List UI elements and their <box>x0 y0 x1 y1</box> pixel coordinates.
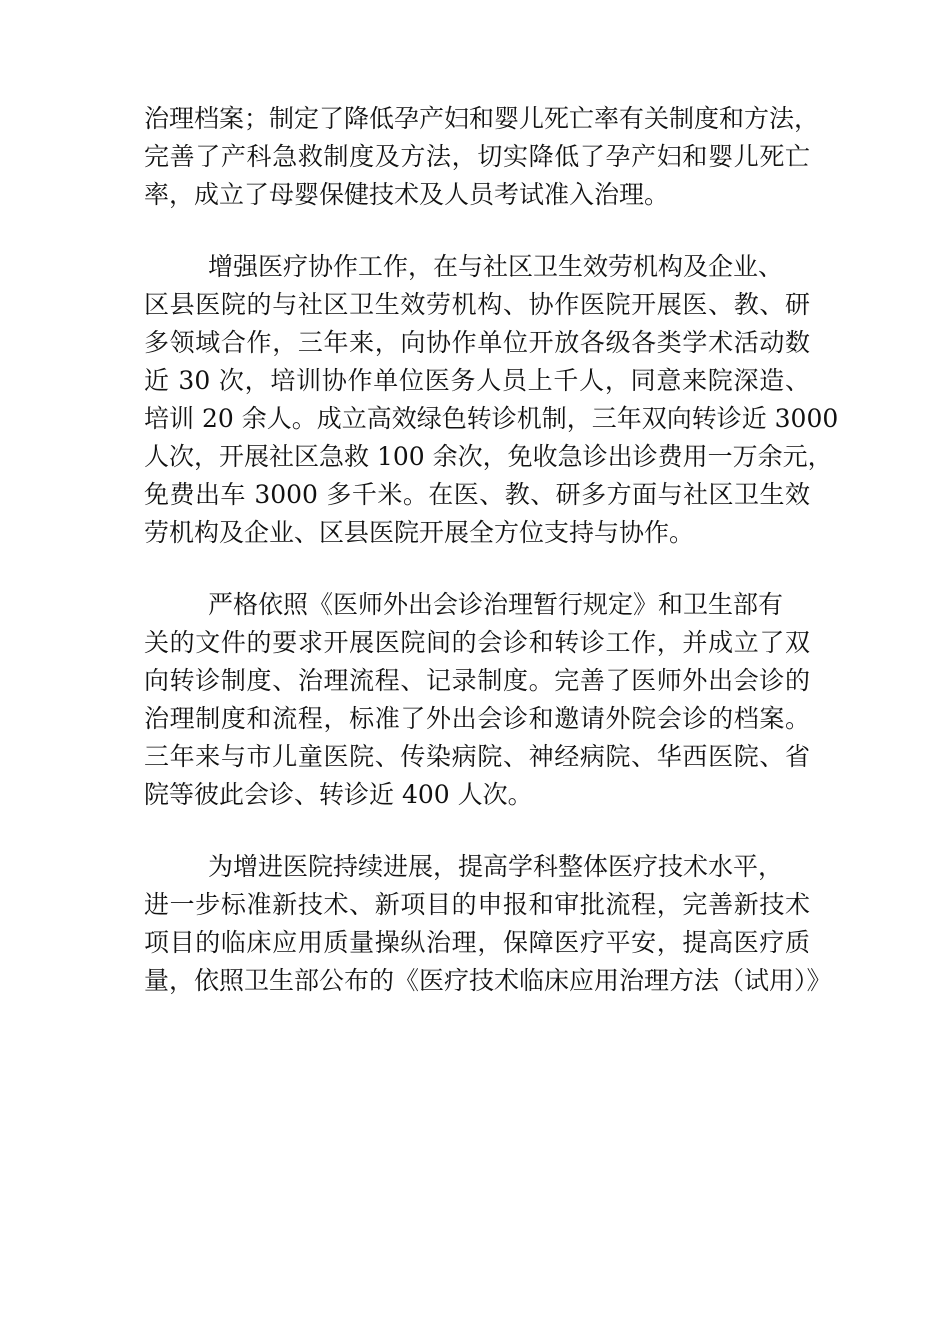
text-line: 为增进医院持续进展，提高学科整体医疗技术水平， <box>208 852 784 881</box>
text-line: 多领域合作，三年来，向协作单位开放各级各类学术活动数 <box>144 328 810 357</box>
text-line: 量，依照卫生部公布的《医疗技术临床应用治理方法（试用）》 <box>144 966 832 995</box>
text-line: 向转诊制度、治理流程、记录制度。完善了医师外出会诊的 <box>144 666 810 695</box>
paragraph-3 <box>144 586 810 814</box>
text-line: 完善了产科急救制度及方法，切实降低了孕产妇和婴儿死亡 <box>144 142 810 171</box>
text-line: 区县医院的与社区卫生效劳机构、协作医院开展医、教、研 <box>144 290 810 319</box>
text-line: 三年来与市儿童医院、传染病院、神经病院、华西医院、省 <box>144 742 810 771</box>
text-line: 劳机构及企业、区县医院开展全方位支持与协作。 <box>144 518 695 547</box>
text-line: 治理制度和流程，标准了外出会诊和邀请外院会诊的档案。 <box>144 704 810 733</box>
paragraph-4 <box>144 848 832 1000</box>
document-page <box>144 100 839 1034</box>
text-line: 进一步标准新技术、新项目的申报和审批流程，完善新技术 <box>144 890 810 919</box>
text-line: 关的文件的要求开展医院间的会诊和转诊工作，并成立了双 <box>144 628 810 657</box>
text-line: 增强医疗协作工作，在与社区卫生效劳机构及企业、 <box>208 252 784 281</box>
text-line: 免费出车 3000 多千米。在医、教、研多方面与社区卫生效 <box>144 480 810 509</box>
paragraph-2 <box>144 248 839 552</box>
text-line: 近 30 次，培训协作单位医务人员上千人，同意来院深造、 <box>144 366 810 395</box>
text-line: 培训 20 余人。成立高效绿色转诊机制，三年双向转诊近 3000 <box>144 404 839 433</box>
text-line: 院等彼此会诊、转诊近 400 人次。 <box>144 780 533 809</box>
paragraph-1 <box>144 100 820 214</box>
text-line: 项目的临床应用质量操纵治理，保障医疗平安，提高医疗质 <box>144 928 810 957</box>
text-line: 严格依照《医师外出会诊治理暂行规定》和卫生部有 <box>208 590 784 619</box>
text-line: 率，成立了母婴保健技术及人员考试准入治理。 <box>144 180 670 209</box>
text-line: 治理档案；制定了降低孕产妇和婴儿死亡率有关制度和方法， <box>144 104 820 133</box>
text-line: 人次，开展社区急救 100 余次，免收急诊出诊费用一万余元， <box>144 442 833 471</box>
